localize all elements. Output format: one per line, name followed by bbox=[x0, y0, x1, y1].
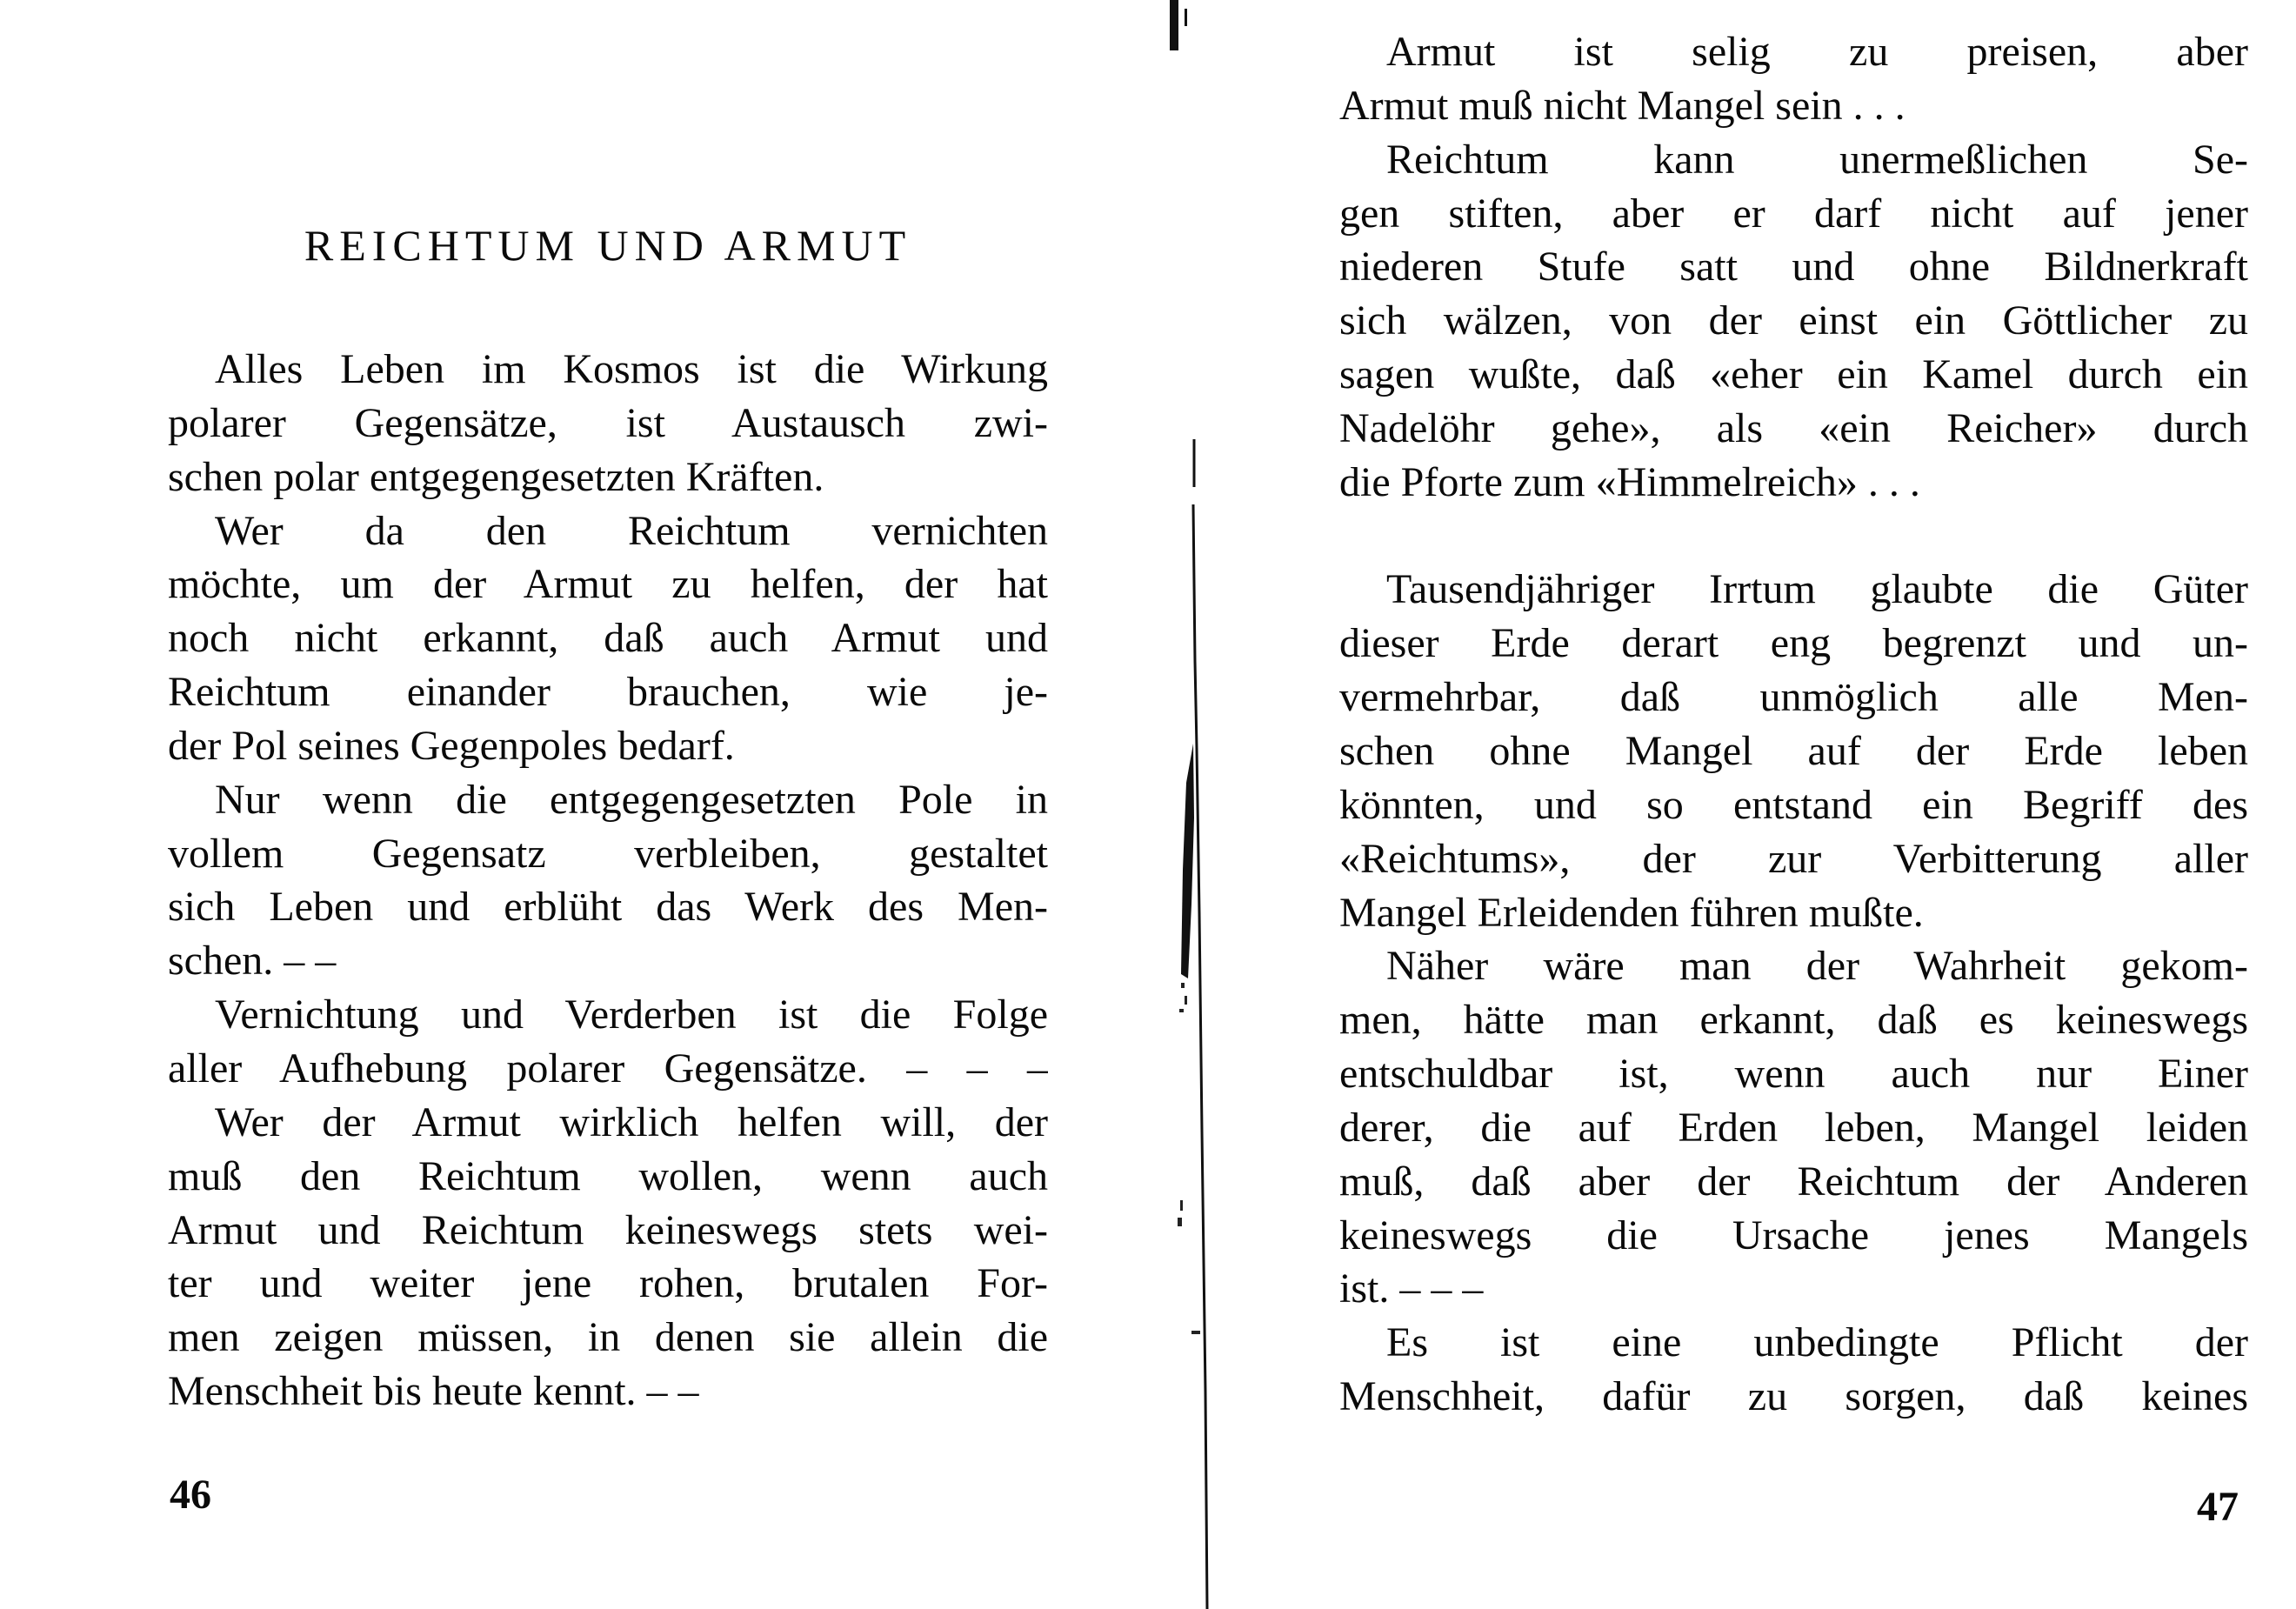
text-line: Menschheit bis heute kennt. – – bbox=[168, 1368, 699, 1415]
text-line: ist. – – – bbox=[1339, 1265, 1484, 1312]
text-line: ter und weiter jene rohen, brutalen For- bbox=[168, 1260, 1048, 1307]
left-page-body bbox=[168, 343, 1048, 1419]
text-line: derer, die auf Erden leben, Mangel leiden bbox=[1339, 1104, 2248, 1151]
text-line: möchte, um der Armut zu helfen, der hat bbox=[168, 561, 1048, 608]
page-number-right: 47 bbox=[2197, 1484, 2239, 1530]
text-line: muß, daß aber der Reichtum der Anderen bbox=[1339, 1158, 2248, 1205]
text-line: dieser Erde derart eng begrenzt und un- bbox=[1339, 620, 2248, 667]
gutter-fold-line bbox=[1193, 439, 1207, 1609]
text-line: sich wälzen, von der einst ein Göttlicher zu bbox=[1339, 297, 2248, 344]
text-line: men zeigen müssen, in denen sie allein die bbox=[168, 1314, 1048, 1361]
text-line: niederen Stufe satt und ohne Bildnerkraft bbox=[1339, 244, 2248, 290]
text-line: Alles Leben im Kosmos ist die Wirkung bbox=[215, 346, 1048, 392]
text-line: gen stiften, aber er darf nicht auf jener bbox=[1339, 190, 2248, 237]
text-line: Mangel Erleidenden führen mußte. bbox=[1339, 889, 1924, 936]
text-line: muß den Reichtum wollen, wenn auch bbox=[168, 1152, 1048, 1199]
text-line: Näher wäre man der Wahrheit gekom- bbox=[1386, 943, 2248, 990]
text-line: schen polar entgegengesetzten Kräften. bbox=[168, 453, 824, 500]
right-page-body bbox=[1339, 25, 2248, 1424]
paragraph-gap bbox=[1339, 510, 2248, 564]
text-line: der Pol seines Gegenpoles bedarf. bbox=[168, 722, 735, 769]
text-line: Nadelöhr gehe», als «ein Reicher» durch bbox=[1339, 404, 2248, 451]
text-line: Vernichtung und Verderben ist die Folge bbox=[215, 991, 1048, 1038]
text-line: sich Leben und erblüht das Werk des Men- bbox=[168, 884, 1048, 931]
text-line: polarer Gegensätze, ist Austausch zwi- bbox=[168, 399, 1048, 446]
text-line: die Pforte zum «Himmelreich» . . . bbox=[1339, 458, 1920, 505]
text-line: Reichtum einander brauchen, wie je- bbox=[168, 669, 1048, 716]
gutter-top-mark bbox=[1170, 0, 1178, 50]
text-line: schen. – – bbox=[168, 938, 337, 985]
text-line: schen ohne Mangel auf der Erde leben bbox=[1339, 727, 2248, 774]
gutter-shadow-smear bbox=[1181, 744, 1194, 978]
text-line: Armut ist selig zu preisen, aber bbox=[1386, 29, 2248, 75]
chapter-heading: REICHTUM UND ARMUT bbox=[304, 221, 912, 270]
text-line: Armut und Reichtum keineswegs stets wei- bbox=[168, 1206, 1048, 1253]
text-line: noch nicht erkannt, daß auch Armut und bbox=[168, 615, 1048, 662]
text-line: aller Aufhebung polarer Gegensätze. – – – bbox=[168, 1045, 1048, 1092]
text-line: könnten, und so entstand ein Begriff des bbox=[1339, 781, 2248, 828]
text-line: men, hätte man erkannt, daß es keineswegs bbox=[1339, 997, 2248, 1044]
text-line: Reichtum kann unermeßlichen Se- bbox=[1386, 136, 2248, 183]
text-line: vermehrbar, daß unmöglich alle Men- bbox=[1339, 674, 2248, 721]
text-line: Armut muß nicht Mangel sein . . . bbox=[1339, 82, 1906, 129]
text-line: Menschheit, dafür zu sorgen, daß keines bbox=[1339, 1373, 2248, 1420]
text-line: Tausendjähriger Irrtum glaubte die Güter bbox=[1386, 566, 2248, 613]
text-line: entschuldbar ist, wenn auch nur Einer bbox=[1339, 1051, 2248, 1098]
text-line: keineswegs die Ursache jenes Mangels bbox=[1339, 1212, 2248, 1258]
text-line: vollem Gegensatz verbleiben, gestaltet bbox=[168, 830, 1048, 877]
text-line: «Reichtums», der zur Verbitterung aller bbox=[1339, 835, 2248, 882]
page-number-left: 46 bbox=[170, 1472, 211, 1518]
text-line: Nur wenn die entgegengesetzten Pole in bbox=[215, 776, 1048, 823]
text-line: Wer da den Reichtum vernichten bbox=[215, 507, 1048, 554]
gutter-top-tick bbox=[1185, 9, 1187, 26]
text-line: Es ist eine unbedingte Pflicht der bbox=[1386, 1319, 2248, 1366]
text-line: Wer der Armut wirklich helfen will, der bbox=[215, 1098, 1048, 1145]
text-line: sagen wußte, daß «eher ein Kamel durch ein bbox=[1339, 351, 2248, 398]
